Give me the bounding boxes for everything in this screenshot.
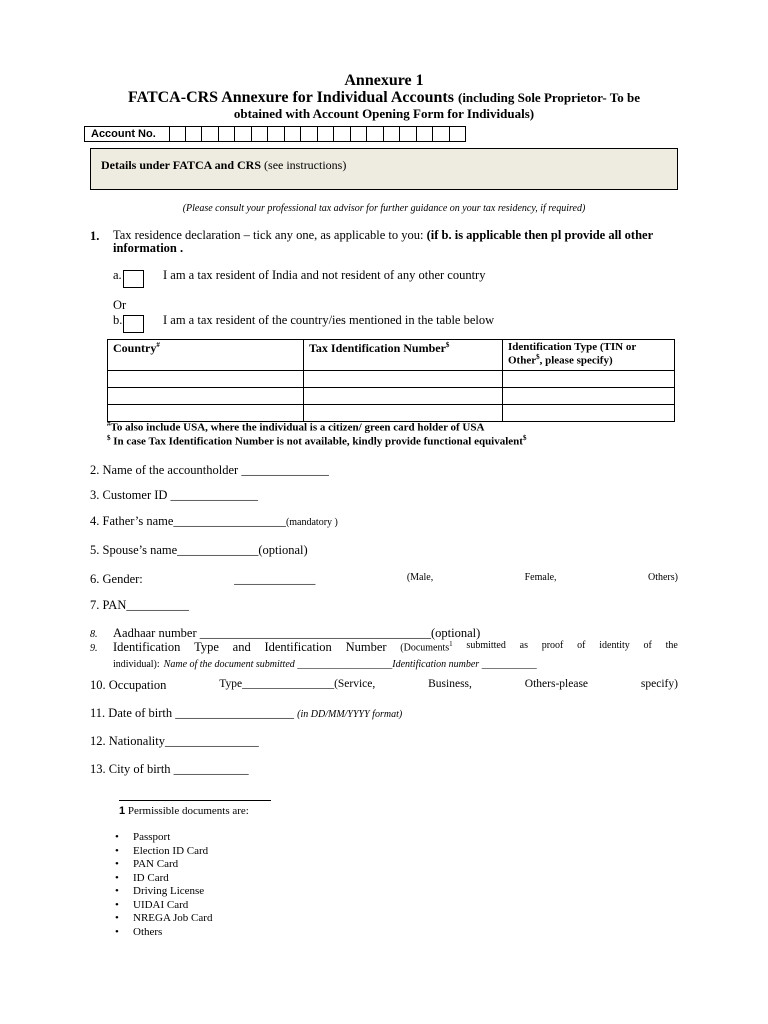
field-document-submitted[interactable]: individual): Name of the document submitted ___________________Identification number ___________ — [113, 659, 537, 670]
annexure-title: Annexure 1 — [344, 72, 424, 89]
subtitle-line2: obtained with Account Opening Form for Individuals) — [233, 106, 535, 121]
account-digit-box[interactable] — [450, 126, 467, 142]
table-row[interactable] — [108, 388, 675, 405]
option-b-label: b. — [113, 313, 123, 327]
field-occupation[interactable]: 10. Occupation Type________________(Service, Business, Others-please specify) — [90, 678, 678, 692]
subtitle-main: FATCA-CRS Annexure for Individual Accounts — [128, 89, 454, 106]
id-type-cell[interactable] — [503, 388, 675, 405]
account-digit-box[interactable] — [318, 126, 335, 142]
list-item: • NREGA Job Card — [115, 912, 212, 926]
option-a-text: I am a tax resident of India and not resident of any other country — [163, 268, 486, 282]
id-type-cell[interactable] — [503, 371, 675, 388]
form-subtitle — [0, 89, 768, 107]
account-digit-box[interactable] — [219, 126, 236, 142]
account-digit-box[interactable] — [433, 126, 450, 142]
col-id-type-header: Identification Type (TIN or Other$, please specify) — [503, 340, 675, 371]
tin-cell[interactable] — [304, 371, 503, 388]
account-digit-box[interactable] — [400, 126, 417, 142]
or-text: Or — [113, 298, 127, 312]
field-customer-id[interactable]: 3. Customer ID ______________ — [90, 488, 259, 502]
q1-instruction: (if b. is applicable then pl provide all other information . — [113, 228, 653, 255]
list-item: • Others — [115, 926, 212, 940]
account-digit-box[interactable] — [417, 126, 434, 142]
country-cell[interactable] — [108, 388, 304, 405]
account-digit-box[interactable] — [367, 126, 384, 142]
option-b-checkbox[interactable] — [123, 315, 144, 333]
tin-cell[interactable] — [304, 405, 503, 422]
q1-text — [113, 229, 683, 255]
account-digit-box[interactable] — [301, 126, 318, 142]
table-row[interactable] — [108, 371, 675, 388]
table-header-row — [108, 340, 675, 371]
footnote-divider — [119, 800, 271, 801]
option-b-text: I am a tax resident of the country/ies mentioned in the table below — [163, 313, 495, 327]
account-digit-box[interactable] — [285, 126, 302, 142]
permissible-docs-label: 1 Permissible documents are: — [119, 805, 249, 817]
account-digit-box[interactable] — [169, 126, 186, 142]
subtitle-paren: (including Sole Proprietor- To be — [457, 90, 640, 105]
field-aadhaar[interactable]: Aadhaar number _____________________________________(optional) — [113, 626, 481, 640]
col-country-header: Country# — [108, 340, 304, 371]
list-item: • Election ID Card — [115, 845, 212, 859]
list-item: • Driving License — [115, 885, 212, 899]
account-digit-box[interactable] — [384, 126, 401, 142]
account-number-boxes[interactable] — [169, 126, 466, 142]
details-heading: Details under FATCA and CRS — [101, 158, 262, 172]
field-pan[interactable]: 7. PAN__________ — [90, 598, 189, 612]
dob-format-note: (in DD/MM/YYYY format) — [297, 709, 403, 720]
country-cell[interactable] — [108, 405, 304, 422]
permissible-docs-list — [115, 831, 212, 939]
field-accountholder-name[interactable]: 2. Name of the accountholder ______________ — [90, 463, 329, 477]
item-9-number: 9. — [90, 643, 98, 654]
item-8-number: 8. — [90, 629, 98, 640]
consult-note: (Please consult your professional tax advisor for further guidance on your tax residency, if required) — [182, 203, 586, 214]
account-digit-box[interactable] — [334, 126, 351, 142]
details-section-box — [90, 148, 678, 190]
id-type-cell[interactable] — [503, 405, 675, 422]
field-gender[interactable]: 6. Gender: _____________ (Male, Female, Others) — [90, 572, 678, 586]
account-digit-box[interactable] — [186, 126, 203, 142]
account-digit-box[interactable] — [252, 126, 269, 142]
mandatory-note: (mandatory ) — [285, 517, 338, 528]
option-a-checkbox[interactable] — [123, 270, 144, 288]
field-date-of-birth[interactable]: 11. Date of birth ___________________ (in DD/MM/YYYY format) — [90, 706, 403, 720]
field-city-of-birth[interactable]: 13. City of birth ____________ — [90, 762, 249, 776]
account-number-label: Account No. — [84, 126, 170, 142]
account-digit-box[interactable] — [268, 126, 285, 142]
account-digit-box[interactable] — [351, 126, 368, 142]
footnote-hash: #To also include USA, where the individual is a citizen/ green card holder of USA — [107, 420, 485, 434]
footnote-dollar: $ In case Tax Identification Number is not available, kindly provide functional equivalent$ — [107, 434, 527, 448]
account-digit-box[interactable] — [202, 126, 219, 142]
field-identification-type[interactable]: Identification Type and Identification Number (Documents$^1$ submitted as proof of identity of the — [113, 640, 678, 654]
details-instructions: (see instructions) — [264, 158, 347, 172]
list-item: • UIDAI Card — [115, 899, 212, 913]
q1-number: 1. — [90, 229, 100, 243]
country-cell[interactable] — [108, 371, 304, 388]
list-item: • ID Card — [115, 872, 212, 886]
tin-cell[interactable] — [304, 388, 503, 405]
field-father-name[interactable]: 4. Father’s name__________________(mandatory ) — [90, 514, 338, 528]
q1-question: Tax residence declaration – tick any one, as applicable to you: — [113, 228, 424, 242]
list-item: • Passport — [115, 831, 212, 845]
field-spouse-name[interactable]: 5. Spouse’s name_____________(optional) — [90, 543, 308, 557]
col-tin-header: Tax Identification Number$ — [304, 340, 503, 371]
field-nationality[interactable]: 12. Nationality_______________ — [90, 734, 259, 748]
list-item: • PAN Card — [115, 858, 212, 872]
table-row[interactable] — [108, 405, 675, 422]
account-digit-box[interactable] — [235, 126, 252, 142]
tax-residency-table — [107, 339, 675, 422]
option-a-label: a. — [113, 268, 122, 282]
